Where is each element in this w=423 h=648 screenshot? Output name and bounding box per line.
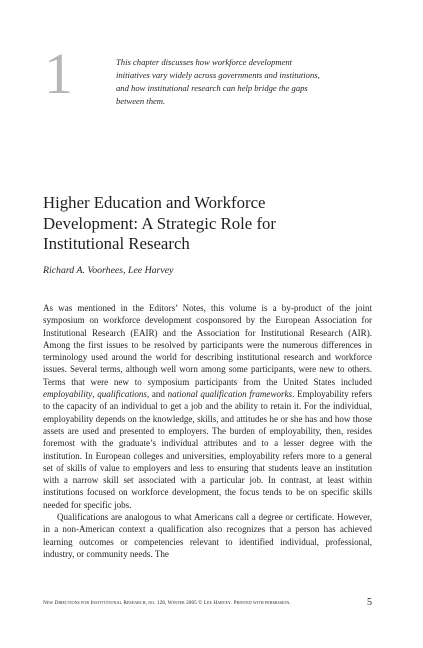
chapter-abstract: This chapter discusses how workforce development initiatives vary widely across governments and institutions, and how institutional research can help bridge the gaps between them. [116, 57, 320, 106]
chapter-title-line-3: Institutional Research [43, 234, 190, 253]
body-paragraph-2: Qualifications are analogous to what Americans call a degree or certificate. However, in a non-American context a qualification also recognizes that a person has achieved learning outcomes or competencies relevant to identified individual, professional, industry, or community needs. The [43, 512, 372, 559]
page-footer [43, 597, 372, 611]
body-text-run: As was mentioned in the Editors’ Notes, this volume is a by-product of the joint symposium on workforce development cosponsored by the European Association for Institutional Research (EAIR) and the Association for Institutional Research (AIR). Among the first issues to be resolved by participants were the numerous differences in terminology used around the world for describing institutional research and workforce issues. Several terms, although well worn among some participants, were new to others. Terms that were new to symposium participants from the United States included [43, 303, 372, 387]
chapter-title [43, 193, 343, 255]
body-paragraph-1 [43, 302, 372, 511]
footer-citation: New Directions for Institutional Research, no. 128, Winter 2005 © Lee Harvey. Printed with permission. [43, 600, 291, 606]
term-employability: employability [43, 389, 93, 400]
body-text-run: , [92, 389, 98, 400]
chapter-authors: Richard A. Voorhees, Lee Harvey [43, 265, 174, 276]
term-qualifications: qualifications [97, 389, 147, 400]
body-text-run: . Employability refers to the capacity of an individual to get a job and the ability to retain it. For the individual, employability depends on the knowledge, skills, and attitudes he or she has and how those assets are used and presented to employers. The burden of employability, then, resides foremost with the graduate’s individual attributes and to a lesser degree with the institution. In European colleges and universities, employability refers more to a general set of skills of value to employers and less to ensuring that students leave an institution with a narrow skill set associated with a particular job. In contrast, at least within institutions focused on workforce development, the focus tends to be on specific skills needed for specific jobs. [43, 389, 373, 510]
chapter-number: 1 [44, 41, 73, 106]
body-text-run: , and [146, 389, 168, 400]
term-national-qualification-frameworks: national qualification frameworks [167, 389, 293, 400]
body-text [43, 302, 372, 560]
page-number: 5 [367, 597, 372, 608]
chapter-title-line-1: Higher Education and Workforce [43, 193, 266, 212]
chapter-title-line-2: Development: A Strategic Role for [43, 213, 277, 233]
